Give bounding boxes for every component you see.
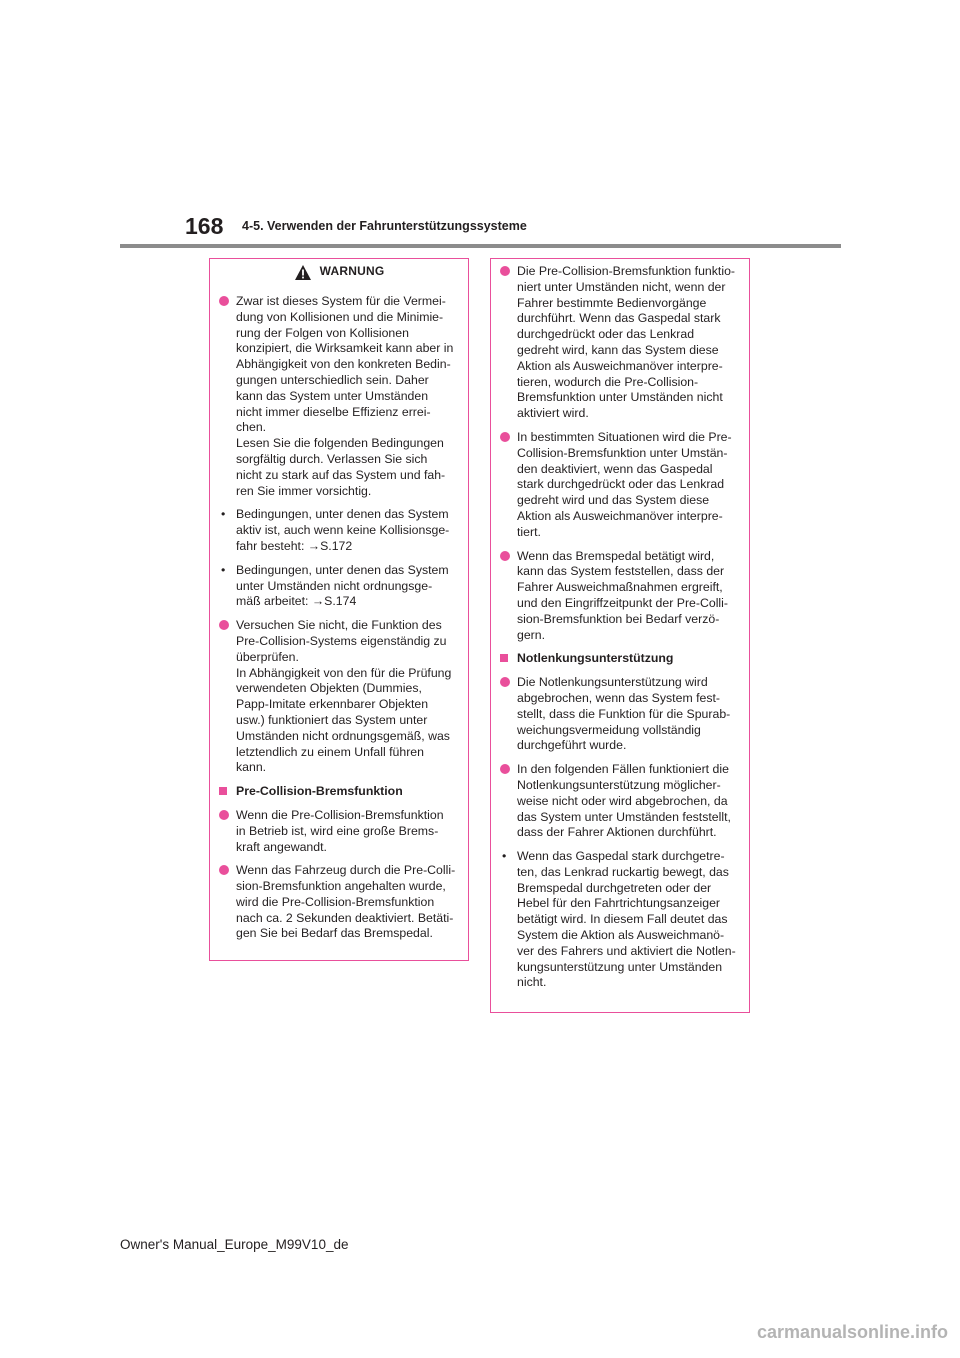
list-item (500, 675, 740, 754)
item-text: Zwar ist dieses System für die Vermei- dung von Kollisionen und die Minimie- rung der Folgen von Kollisionen konzipiert, die Wirksamkeit kann aber in Abhängigkeit von den konkreten Bedin- gungen unterschiedlich sein. Daher kann das System unter Umständen nicht immer dieselbe Effizienz errei- chen. Lesen Sie die folgenden Bedingungen sorgfältig durch. Verlassen Sie sich nicht zu stark auf das System und fah- ren Sie immer vorsichtig. (236, 294, 454, 498)
heading-text: Notlenkungsunterstützung (517, 651, 674, 666)
item-text: Bedingungen, unter denen das System unter Umständen nicht ordnungsge- mäß arbeitet: →S.174 (236, 562, 449, 609)
square-bullet-icon (500, 654, 508, 662)
item-text: Versuchen Sie nicht, die Funktion des Pre-Collision-Systems eigenständig zu überprüfen. In Abhängigkeit von den für die Prüfung verwendeten Objekten (Dummies, Papp-Imitate erkennbarer Objekten usw.) funktioniert das System unter Umständen nicht ordnungsgemäß, was letztendlich zu einem Unfall führen kann. (236, 618, 452, 775)
bullet-dot-icon (500, 677, 510, 687)
bullet-dot-icon (219, 296, 229, 306)
heading-text: Pre-Collision-Bremsfunktion (236, 784, 403, 799)
warning-header (210, 259, 468, 285)
item-text: Wenn die Pre-Collision-Bremsfunktion in Betrieb ist, wird eine große Brems- kraft angewandt. (236, 807, 444, 854)
list-item (219, 618, 459, 776)
list-item (219, 294, 459, 499)
bullet-dot-icon (219, 620, 229, 630)
bullet-dot-icon (500, 266, 510, 276)
item-text: In den folgenden Fällen funktioniert die Notlenkungsunterstützung möglicher- weise nicht oder wird abgebrochen, da das System unter Umständen feststellt, dass der Fahrer Aktionen durchführt. (517, 762, 731, 840)
sub-list-item (219, 563, 459, 610)
list-item (500, 762, 740, 841)
page-number: 168 (185, 213, 224, 239)
list-item (219, 863, 459, 942)
warning-title: WARNUNG (319, 264, 385, 279)
item-text: Wenn das Gaspedal stark durchgetre- ten, das Lenkrad ruckartig bewegt, das Bremspedal durchgetreten oder der Hebel für den Fahrtrichtungsanzeiger betätigt wird. In diesem Fall deutet das System die Aktion als Ausweichmanö- ver des Fahrers und aktiviert die Notlen- kungsunterstützung unter Umständen nicht. (517, 849, 736, 990)
item-text: Wenn das Fahrzeug durch die Pre-Colli- sion-Bremsfunktion angehalten wurde, wird die Pre-Collision-Bremsfunktion nach ca. 2 Sekunden deaktiviert. Betäti- gen Sie bei Bedarf das Bremspedal. (236, 863, 456, 941)
item-text: Die Notlenkungsunterstützung wird abgebrochen, wenn das System fest- stellt, dass die Funktion für die Spurab- weichungsvermeidung vollständig durchgeführt wurde. (517, 675, 731, 753)
warning-box-right (490, 258, 750, 1013)
item-text: Wenn das Bremspedal betätigt wird, kann das System feststellen, dass der Fahrer Ausweichmaßnahmen ergreift, und den Eingriffzeitpunkt der Pre-Colli- sion-Bremsfunktion bei Bedarf verzö- gern. (517, 548, 728, 642)
list-item (219, 808, 459, 855)
sub-list-item (219, 507, 459, 554)
watermark-link[interactable]: carmanualsonline.info (756, 1322, 948, 1342)
section-title: 4-5. Verwenden der Fahrunterstützungssysteme (242, 219, 527, 233)
list-item (500, 430, 740, 541)
item-text: In bestimmten Situationen wird die Pre- Collision-Bremsfunktion unter Umstän- den deaktiviert, wenn das Gaspedal stark durchgedrückt oder das Lenkrad gedreht wird und das System diese Aktion als Ausweichmanöver interpre- tiert. (517, 429, 732, 539)
bullet-dot-icon (500, 764, 510, 774)
item-text: Bedingungen, unter denen das System aktiv ist, auch wenn keine Kollisionsge- fahr besteht: →S.172 (236, 507, 450, 553)
sub-list-item (500, 849, 740, 991)
bullet-icon: • (221, 507, 226, 522)
subsection-heading (219, 784, 459, 800)
item-text: Die Pre-Collision-Bremsfunktion funktio- niert unter Umständen nicht, wenn der Fahrer bestimmte Bedienvorgänge durchführt. Wenn das Gaspedal stark durchgedrückt oder das Lenkrad gedreht wird, kann das System diese Aktion als Ausweichmanöver interpre- tieren, wodurch die Pre-Collision- Bremsfunktion unter Umständen nicht aktiviert wird. (517, 264, 736, 421)
list-item (500, 264, 740, 422)
bullet-dot-icon (500, 432, 510, 442)
square-bullet-icon (219, 787, 227, 795)
footer-text: Owner's Manual_Europe_M99V10_de (120, 1237, 349, 1252)
bullet-dot-icon (500, 551, 510, 561)
bullet-dot-icon (219, 865, 229, 875)
list-item (500, 549, 740, 644)
bullet-icon: • (502, 849, 507, 864)
header-rule (120, 244, 841, 248)
subsection-heading (500, 651, 740, 667)
warning-box-left (209, 258, 469, 961)
warning-triangle-icon (294, 264, 312, 281)
bullet-dot-icon (219, 810, 229, 820)
bullet-icon: • (221, 562, 226, 577)
